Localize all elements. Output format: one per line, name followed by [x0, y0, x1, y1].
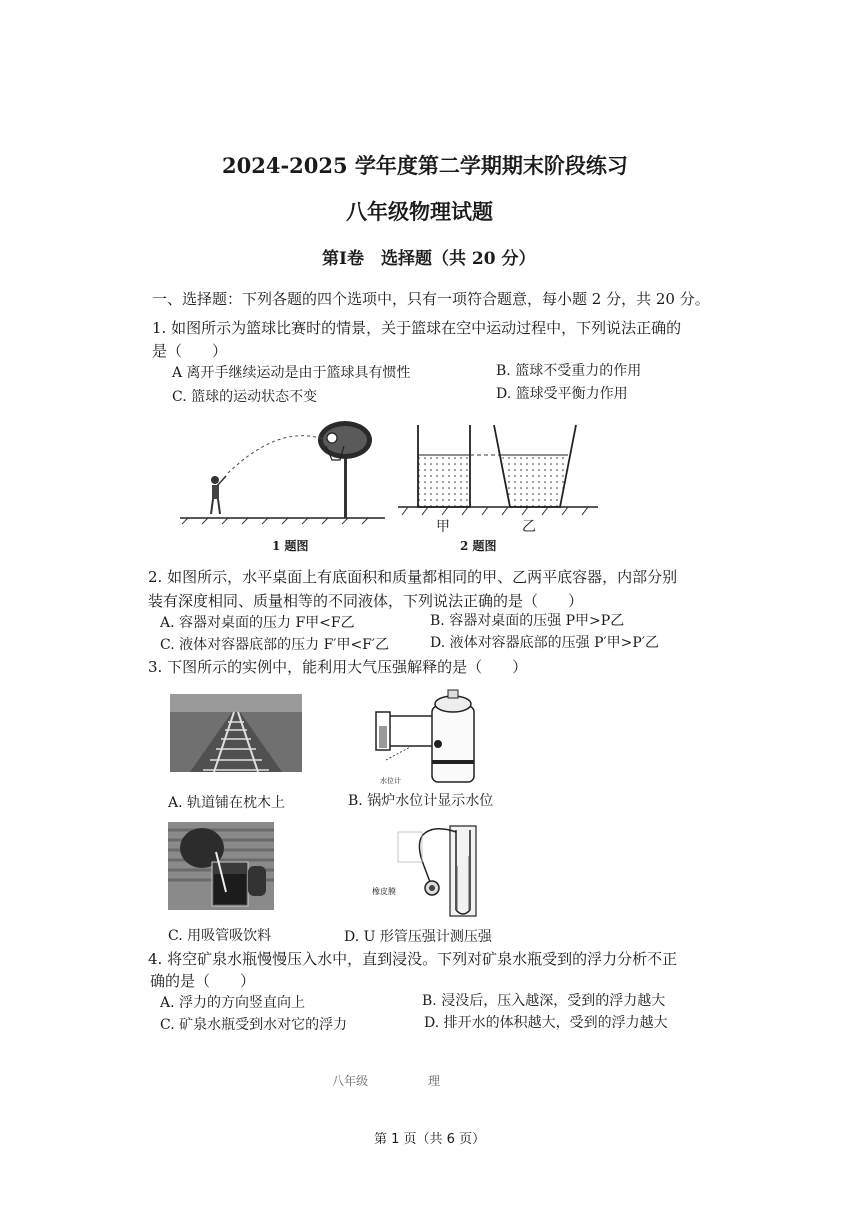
q1-stem-line1: 1. 如图所示为篮球比赛时的情景，关于篮球在空中运动过程中，下列说法正确的 [152, 319, 682, 337]
q1-stem-line2: 是（ ） [152, 342, 228, 360]
q3-option-a: A. 轨道铺在枕木上 [168, 795, 286, 811]
q1-option-d: D. 篮球受平衡力作用 [496, 386, 628, 402]
q3-stem: 3. 下图所示的实例中，能利用大气压强解释的是（ ） [148, 658, 528, 676]
q1-option-c: C. 篮球的运动状态不变 [172, 389, 318, 405]
q3-option-d: D. U 形管压强计测压强 [344, 929, 492, 945]
q2-option-c: C. 液体对容器底部的压力 F′甲<F′乙 [160, 637, 390, 653]
q4-stem-line2: 确的是（ ） [150, 972, 256, 990]
section-heading: 第Ⅰ卷 选择题（共 20 分） [322, 249, 536, 269]
q4-option-c: C. 矿泉水瓶受到水对它的浮力 [160, 1017, 348, 1033]
faint-footer-text: 八年级 理 [332, 1074, 441, 1088]
q2-stem-line1: 2. 如图所示，水平桌面上有底面积和质量都相同的甲、乙两平底容器，内部分别 [148, 568, 678, 586]
q4-stem-line1: 4. 将空矿泉水瓶慢慢压入水中，直到浸没。下列对矿泉水瓶受到的浮力分析不正 [148, 950, 678, 968]
q2-figure-label-jia: 甲 [436, 519, 450, 535]
q3-option-b: B. 锅炉水位计显示水位 [348, 793, 494, 809]
q2-figure-caption: 2 题图 [460, 539, 497, 553]
page-number: 第 1 页（共 6 页） [374, 1132, 486, 1147]
exam-title: 2024-2025 学年度第二学期期末阶段练习 [222, 153, 628, 178]
part1-instruction: 一、选择题：下列各题的四个选项中，只有一项符合题意，每小题 2 分，共 20 分。 [152, 290, 710, 308]
q1-option-a: A 离开手继续运动是由于篮球具有惯性 [172, 365, 411, 381]
q3-drinking-straw-photo [168, 822, 274, 910]
q2-figure-label-yi: 乙 [522, 519, 536, 535]
q3-option-c: C. 用吸管吸饮料 [168, 928, 272, 944]
q2-containers-figure [398, 425, 598, 525]
q3-boiler-label: 水位计 [380, 777, 401, 785]
q1-figure-caption: 1 题图 [272, 539, 309, 553]
q2-option-a: A. 容器对桌面的压力 F甲<F乙 [160, 615, 355, 631]
q3-railway-track-photo [170, 694, 302, 772]
q3-u-tube-manometer-figure [392, 826, 492, 922]
q4-option-d: D. 排开水的体积越大，受到的浮力越大 [424, 1015, 668, 1031]
q2-option-b: B. 容器对桌面的压强 P甲>P乙 [430, 613, 625, 629]
q2-stem-line2: 装有深度相同、质量相等的不同液体，下列说法正确的是（ ） [148, 592, 584, 610]
q2-option-d: D. 液体对容器底部的压强 P′甲>P′乙 [430, 635, 660, 651]
q4-option-a: A. 浮力的方向竖直向上 [160, 995, 306, 1011]
q1-option-b: B. 篮球不受重力的作用 [496, 363, 642, 379]
q1-basketball-figure [180, 418, 390, 528]
q3-boiler-figure [372, 690, 492, 786]
exam-subtitle: 八年级物理试题 [346, 199, 493, 224]
q3-manometer-label: 橡皮膜 [372, 887, 396, 896]
q4-option-b: B. 浸没后，压入越深，受到的浮力越大 [422, 993, 666, 1009]
